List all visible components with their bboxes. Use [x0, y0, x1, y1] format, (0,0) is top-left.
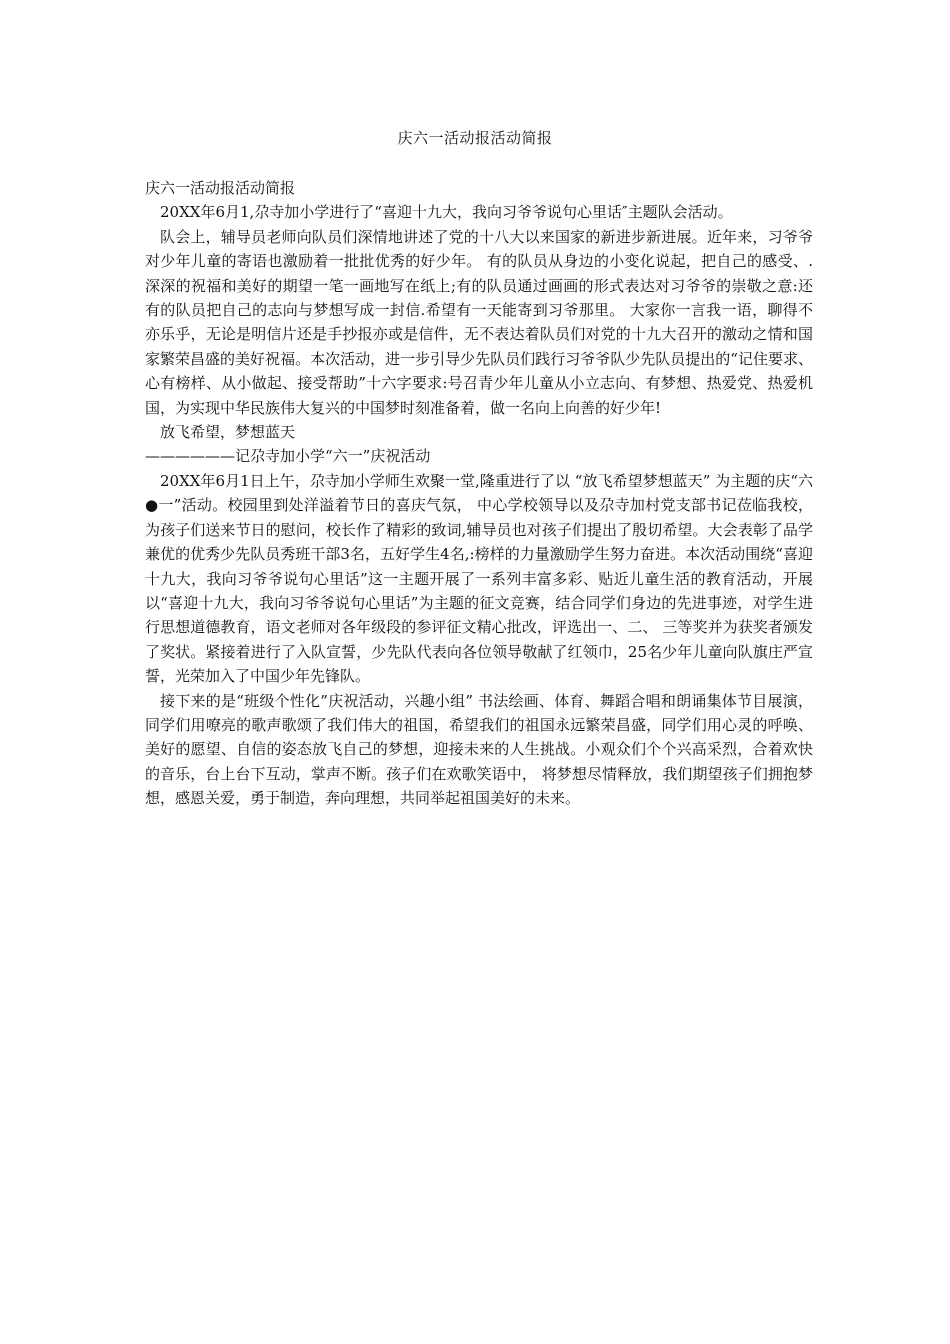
paragraph-performance: 接下来的是“班级个性化”庆祝活动，兴趣小组” 书法绘画、体育、舞蹈合唱和朗诵集体节目展演，同学们用嘹亮的歌声歌颂了我们伟大的祖国，希望我们的祖国永远繁荣昌盛，同学们用心灵的呼唤、美好的愿望、自信的姿态放飞自己的梦想，迎接未来的人生挑战。小观众们个个兴高采烈，合着欢快的音乐，台上台下互动，掌声不断。孩子们在欢歌笑语中， 将梦想尽情释放，我们期望孩子们拥抱梦想，感恩关爱，勇于制造，奔向理想，共同举起祖国美好的未来。: [145, 691, 813, 808]
document-body: [145, 176, 813, 811]
document-title: 庆六一活动报活动简报: [397, 129, 553, 147]
paragraph-heading: 庆六一活动报活动简报: [145, 179, 296, 197]
paragraph-byline: ——————记尕寺加小学“六一”庆祝活动: [145, 447, 431, 466]
paragraph-meeting: 队会上，辅导员老师向队员们深情地讲述了党的十八大以来国家的新进步新进展。近年来，习爷爷对少年儿童的寄语也激励着一批批优秀的好少年。 有的队员从身边的小变化说起，把自己的感受、.深深的祝福和美好的期望一笔一画地写在纸上;有的队员通过画画的形式表达对习爷爷的崇敬之意:还有的队员把自己的志向与梦想写成一封信.希望有一天能寄到习爷那里。 大家你一言我一语，聊得不亦乐乎，无论是明信片还是手抄报亦或是信件，无不表达着队员们对党的十九大召开的激动之情和国家繁荣昌盛的美好祝福。本次活动，进一步引导少先队员们践行习爷爷队少先队员提出的“记住要求、心有榜样、从小做起、接受帮助”十六字要求:号召青少年儿童从小立志向、有梦想、热爱党、热爱机国，为实现中华民族伟大复兴的中国梦时刻准备着，做一名向上向善的好少年!: [145, 227, 813, 417]
paragraph-subtitle: 放飞希望，梦想蓝天: [160, 423, 296, 442]
paragraph-celebration: 20XX年6月1日上午，尕寺加小学师生欢聚一堂,隆重进行了以 “放飞希望梦想蓝天” 为主题的庆“六●一”活动。校园里到处洋溢着节日的喜庆气氛， 中心学校领导以及尕寺加村党支部书记莅临我校，为孩子们送来节日的慰问，校长作了精彩的致词,辅导员也对孩子们提出了殷切希望。大会表彰了品学兼优的优秀少先队员秀班干部3名，五好学生4名,:榜样的力量激励学生努力奋进。本次活动围绕“喜迎十九大，我向习爷爷说句心里话”这一主题开展了一系列丰富多彩、贴近儿童生活的教育活动，开展以“喜迎十九大，我向习爷爷说句心里话”为主题的征文竞赛，结合同学们身边的先进事迹，对学生进行思想道德教育，语文老师对各年级段的参评征文精心批改，评选出一、二、 三等奖并为获奖者颁发了奖状。紧接着进行了入队宣誓，少先队代表向各位领导敬献了红领巾，25名少年儿童向队旗庄严宣誓，光荣加入了中国少年先锋队。: [145, 471, 813, 686]
paragraph-intro: 20XX年6月1,尕寺加小学进行了“喜迎十九大，我向习爷爷说句心里话″主题队会活动。: [160, 203, 733, 222]
